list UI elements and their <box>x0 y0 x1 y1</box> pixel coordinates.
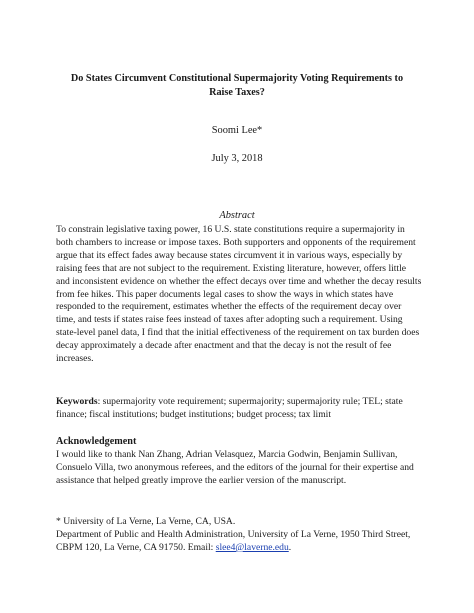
author-footnote <box>56 516 426 555</box>
paper-title: Do States Circumvent Constitutional Supermajority Voting Requirements to Raise Taxes? <box>70 73 404 98</box>
acknowledgement-heading: Acknowledgement <box>56 436 137 447</box>
footnote-address <box>56 529 426 555</box>
footnote-period: . <box>288 541 292 553</box>
abstract-text: To constrain legislative taxing power, 16 U.S. state constitutions require a supermajority in both chambers to increase or impose taxes. Both supporters and opponents of the requirement argue that its effect fades away because states circumvent it in various ways, especially by raising fees that are not subject to the requirement. Existing literature, however, offers little and inconsistent evidence on whether the effect decays over time and whether the decay results from fee hikes. This paper documents legal cases to show the ways in which states have responded to the requirement, estimates whether the effects of the requirement decay over time, and tests if states raise fees instead of taxes after adopting such a requirement. Using state-level panel data, I find that the initial effectiveness of the requirement on tax burden does decay approximately a decade after enactment and that the decay is not the result of fee increases. <box>56 224 422 365</box>
acknowledgement-text: I would like to thank Nan Zhang, Adrian Velasquez, Marcia Godwin, Benjamin Sullivan, Consuelo Villa, two anonymous referees, and the editors of the journal for their expertise and assistance that helped greatly improve the earlier version of the manuscript. <box>56 449 414 486</box>
author-name: Soomi Lee* <box>211 125 263 136</box>
footnote-address-text: Department of Public and Health Administration, University of La Verne, 1950 Third Street, CBPM 120, La Verne, CA 91750. Email: <box>56 528 411 553</box>
keywords-label: Keywords <box>56 396 98 407</box>
email-link[interactable]: slee4@laverne.edu <box>215 541 289 553</box>
paper-date: July 3, 2018 <box>211 153 263 164</box>
keywords-paragraph <box>56 396 422 422</box>
abstract-heading: Abstract <box>219 210 255 221</box>
footnote-affiliation: * University of La Verne, La Verne, CA, USA. <box>56 516 236 527</box>
keywords-text: : supermajority vote requirement; supermajority; supermajority rule; TEL; state finance; fiscal institutions; budget institutions; budget process; tax limit <box>56 396 403 420</box>
